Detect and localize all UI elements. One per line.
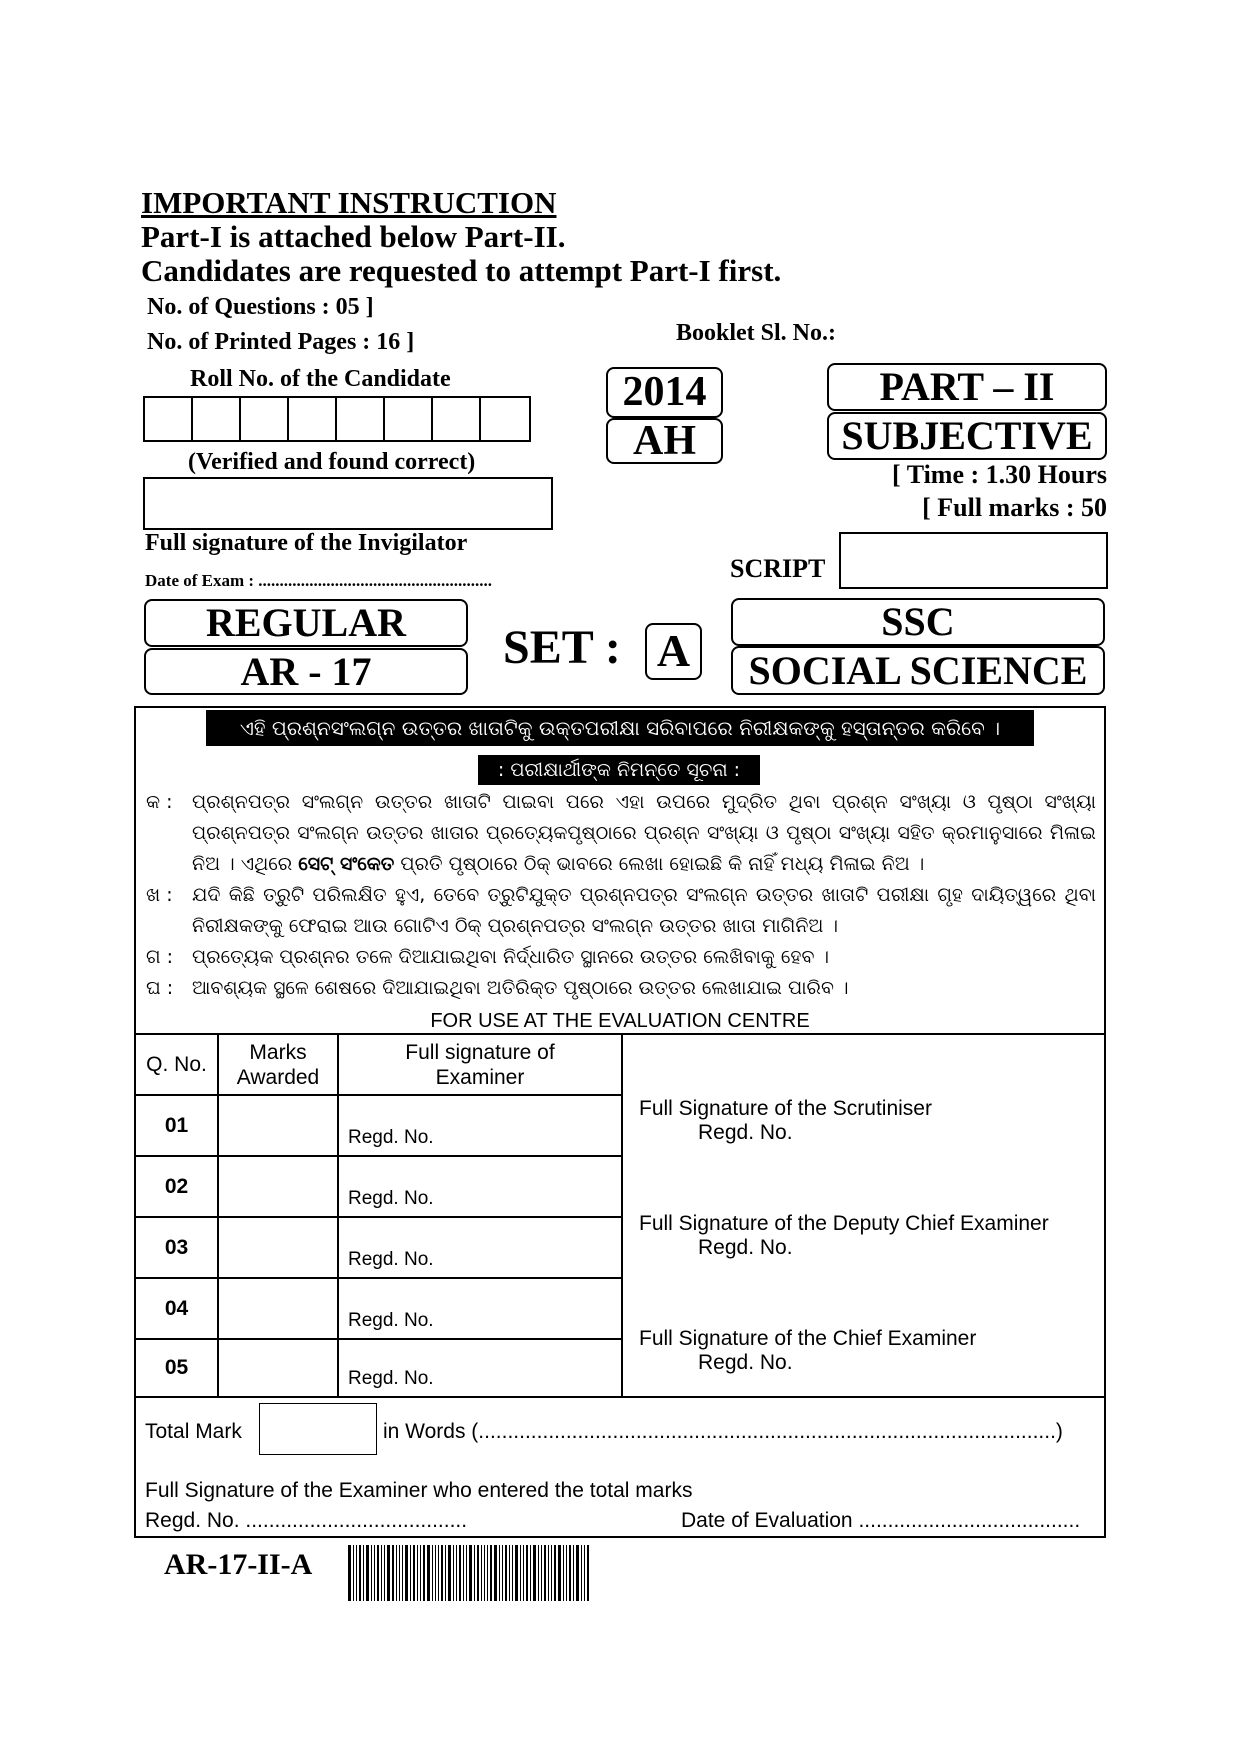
ssc-box [731,598,1105,646]
barcode-bar [417,1545,418,1601]
header-examiner: Full signature of Examiner [338,1034,622,1095]
roll-digit-box[interactable] [481,398,529,440]
barcode-bar [387,1545,390,1601]
full-marks-label: [ Full marks : 50 [922,493,1107,522]
barcode-bar [405,1545,408,1601]
roll-digit-box[interactable] [385,398,433,440]
verified-label: (Verified and found correct) [188,449,476,475]
part-box [827,363,1107,411]
barcode-bar [515,1545,518,1601]
marks-cell[interactable] [218,1156,338,1217]
examiner-cell[interactable]: Regd. No. [338,1156,622,1217]
ssc-text: SSC [881,599,955,644]
barcode-bar [356,1545,357,1601]
script-box[interactable] [839,532,1108,589]
total-mark-box[interactable] [259,1403,377,1455]
barcode-bar [366,1545,369,1601]
date-of-evaluation: Date of Evaluation ...................................... [681,1509,1081,1532]
barcode-bar [487,1545,488,1601]
instruction-item [146,880,1096,942]
date-of-exam: Date of Exam : ....................................................... [145,571,493,590]
roll-digit-box[interactable] [193,398,241,440]
barcode-bar [453,1545,454,1601]
barcode-bar [520,1545,521,1601]
barcode-bar [427,1545,430,1601]
barcode-bar [569,1545,571,1601]
scrutiniser-block: Full Signature of the Scrutiniser Regd. No. [639,1097,932,1144]
barcode-bar [554,1545,556,1601]
code-text: AH [633,418,696,464]
question-number: 05 [135,1339,218,1397]
evaluation-centre-label: FOR USE AT THE EVALUATION CENTRE [430,1010,810,1032]
chief-examiner-block: Full Signature of the Chief Examiner Regd. No. [639,1327,977,1374]
invigilator-label: Full signature of the Invigilator [145,530,468,556]
candidate-notice-title [478,755,760,785]
barcode-bar [410,1545,411,1601]
barcode-bar [438,1545,439,1601]
divider [134,1396,1106,1398]
set-box [645,623,702,680]
invigilator-signature-box[interactable] [143,477,553,530]
total-mark-label: Total Mark [145,1420,242,1443]
barcode-bar [474,1545,475,1601]
ar-text: AR - 17 [240,649,372,694]
barcode-bar [587,1545,589,1601]
barcode-bar [459,1545,461,1601]
roll-digit-box[interactable] [433,398,481,440]
barcode-bar [413,1545,415,1601]
barcode-bar [374,1545,375,1601]
year-text: 2014 [622,369,707,415]
barcode-bar [402,1545,403,1601]
item-text: ଯଦି କିଛି ତ୍ରୁଟି ପରିଲକ୍ଷିତ ହୁଏ, ତେବେ ତ୍ରୁଟିଯୁକ୍ତ ପ୍ରଶ୍ନପତ୍ର ସଂଲଗ୍ନ ଉତ୍ତର ଖାତାଟି ପରୀକ୍ଷା ଗୃହ ଦାୟିତ୍ୱରେ ଥିବା ନିରୀକ୍ଷକଙ୍କୁ ଫେରାଇ ଆଉ ଗୋଟିଏ ଠିକ୍ ପ୍ରଶ୍ନପତ୍ର ସଂଲଗ୍ନ ଉତ୍ତର ଖାତା ମାଗିନିଅ । [192,884,1096,937]
examiner-cell[interactable]: Regd. No. [338,1339,622,1397]
barcode-bar [441,1545,443,1601]
barcode-bar [392,1545,394,1601]
important-heading: IMPORTANT INSTRUCTION [141,185,557,220]
subjective-text: SUBJECTIVE [841,413,1093,458]
header-qno: Q. No. [135,1034,218,1095]
barcode-bar [541,1545,542,1601]
examiner-cell[interactable]: Regd. No. [338,1217,622,1278]
subject-box [731,646,1105,695]
barcode-bar [490,1545,492,1601]
printed-pages: No. of Printed Pages : 16 ] [147,329,415,355]
item-text: ଆବଶ୍ୟକ ସ୍ଥଳେ ଶେଷରେ ଦିଆଯାଇଥିବା ଅତିରିକ୍ତ ପୃଷ୍ଠାରେ ଉତ୍ତର ଲେଖାଯାଇ ପାରିବ । [192,977,849,999]
barcode-bar [359,1545,361,1601]
barcode-bar [526,1545,528,1601]
barcode-bar [377,1545,379,1601]
roll-digit-box[interactable] [289,398,337,440]
roll-digit-box[interactable] [145,398,193,440]
instruction-line-2: Candidates are requested to attempt Part-I first. [141,253,782,288]
banner-text: ଏହି ପ୍ରଶ୍ନସଂଲଗ୍ନ ଉତ୍ତର ଖାତାଟିକୁ ଉକ୍ତପରୀକ୍ଷା ସରିବାପରେ ନିରୀକ୍ଷକଙ୍କୁ ହସ୍ତାନ୍ତର କରିବେ । [239,716,1001,740]
booklet-serial: Booklet Sl. No.: [676,320,837,346]
header-marks: Marks Awarded [218,1034,338,1095]
total-in-words: in Words (...................................................................................................) [383,1420,1063,1443]
barcode-bar [558,1545,561,1601]
marks-cell[interactable] [218,1339,338,1397]
barcode-bar [353,1545,354,1601]
examiner-cell[interactable]: Regd. No. [338,1095,622,1156]
marks-cell[interactable] [218,1278,338,1339]
handover-banner [206,710,1034,746]
deputy-chief-block: Full Signature of the Deputy Chief Examiner Regd. No. [639,1212,1049,1259]
barcode-bar [469,1545,472,1601]
barcode-bar [363,1545,364,1601]
barcode-bar [584,1545,585,1601]
signatures-panel [622,1034,1105,1397]
barcode-bar [494,1545,497,1601]
roll-label: Roll No. of the Candidate [190,366,451,392]
barcode-bar [563,1545,564,1601]
item-text: ପ୍ରଶ୍ନପତ୍ର ସଂଲଗ୍ନ ଉତ୍ତର ଖାତାଟି ପାଇବା ପରେ ଏହା ଉପରେ ମୁଦ୍ରିତ ଥିବା ପ୍ରଶ୍ନ ସଂଖ୍ୟା ଓ ପୃଷ୍ଠା ସଂଖ୍ୟା ପ୍ରଶ୍ନପତ୍ର ସଂଲଗ୍ନ ଉତ୍ତର ଖାତାର ପ୍ରତ୍ୟେକପୃଷ୍ଠାରେ ପ୍ରଶ୍ନ ସଂଖ୍ୟା ଓ ପୃଷ୍ଠା ସଂଖ୍ୟା ସହିତ କ୍ରମାନୁସାରେ ମିଳାଇ ନିଅ । ଏଥିରେ ସେଟ୍ ସଂକେତ ପ୍ରତି ପୃଷ୍ଠାରେ ଠିକ୍ ଭାବରେ ଲେଖା ହୋଇଛି କି ନାହିଁ ମଧ୍ୟ ମିଳାଇ ନିଅ । [192,791,1096,875]
barcode-bar [381,1545,382,1601]
barcode-bar [348,1545,351,1601]
roll-digit-box[interactable] [337,398,385,440]
barcode-bar [384,1545,385,1601]
roll-digit-box[interactable] [241,398,289,440]
examiner-regd: Regd. No. ...................................... [145,1509,468,1532]
examiner-cell[interactable]: Regd. No. [338,1278,622,1339]
set-value: A [656,625,691,676]
barcode-bar [432,1545,433,1601]
instruction-item [146,942,1096,973]
marks-cell[interactable] [218,1217,338,1278]
barcode-bar [481,1545,482,1601]
barcode [348,1545,664,1601]
question-number: 01 [135,1095,218,1156]
barcode-bar [463,1545,464,1601]
item-marker: ଘ : [146,977,174,999]
question-number: 03 [135,1217,218,1278]
barcode-bar [551,1545,552,1601]
ar-box [144,648,468,695]
subjective-box [827,412,1107,460]
item-text: ପ୍ରତ୍ୟେକ ପ୍ରଶ୍ନର ତଳେ ଦିଆଯାଇଥିବା ନିର୍ଦ୍ଧାରିତ ସ୍ଥାନରେ ଉତ୍ତର ଲେଖିବାକୁ ହେବ । [192,946,830,968]
barcode-bar [371,1545,372,1601]
time-label: [ Time : 1.30 Hours [892,460,1107,489]
barcode-bar [538,1545,539,1601]
barcode-bar [499,1545,500,1601]
barcode-bar [423,1545,425,1601]
barcode-bar [566,1545,567,1601]
item-marker: ଗ : [146,946,174,968]
questions-count: No. of Questions : 05 ] [147,294,374,320]
barcode-bar [505,1545,507,1601]
set-label: SET : [503,621,621,674]
code-box [606,418,723,464]
barcode-bar [484,1545,485,1601]
notice-title-text: : ପରୀକ୍ଷାର୍ଥୀଙ୍କ ନିମନ୍ତେ ସୂଚନା : [497,759,741,781]
barcode-bar [477,1545,479,1601]
question-number: 02 [135,1156,218,1217]
barcode-bar [544,1545,546,1601]
roll-number-boxes[interactable] [143,396,531,442]
barcode-bar [548,1545,549,1601]
year-box [606,367,723,418]
barcode-bar [576,1545,579,1601]
barcode-bar [512,1545,513,1601]
barcode-bar [448,1545,451,1601]
instruction-line-1: Part-I is attached below Part-II. [141,219,566,254]
barcode-bar [533,1545,536,1601]
barcode-bar [435,1545,436,1601]
part-text: PART – II [879,364,1055,409]
barcode-bar [530,1545,531,1601]
instruction-item [146,973,1096,1004]
evaluation-table [134,1033,1106,1398]
barcode-bar [396,1545,397,1601]
barcode-bar [399,1545,400,1601]
examiner-total-signature: Full Signature of the Examiner who entered the total marks [145,1479,693,1502]
barcode-bar [420,1545,421,1601]
regular-text: REGULAR [205,600,407,645]
footer-code: AR-17-II-A [164,1548,313,1581]
instruction-item [146,787,1096,880]
barcode-bar [509,1545,510,1601]
regular-box [144,599,468,647]
barcode-bar [573,1545,574,1601]
barcode-bar [466,1545,467,1601]
subject-text: SOCIAL SCIENCE [748,648,1088,693]
barcode-bar [456,1545,457,1601]
item-marker: ଖ : [146,884,173,906]
barcode-bar [523,1545,524,1601]
item-marker: କ : [146,791,173,813]
barcode-bar [581,1545,582,1601]
marks-cell[interactable] [218,1095,338,1156]
barcode-bar [445,1545,446,1601]
instruction-list [146,787,1096,1004]
script-label: SCRIPT [730,554,826,583]
question-number: 04 [135,1278,218,1339]
barcode-bar [502,1545,503,1601]
